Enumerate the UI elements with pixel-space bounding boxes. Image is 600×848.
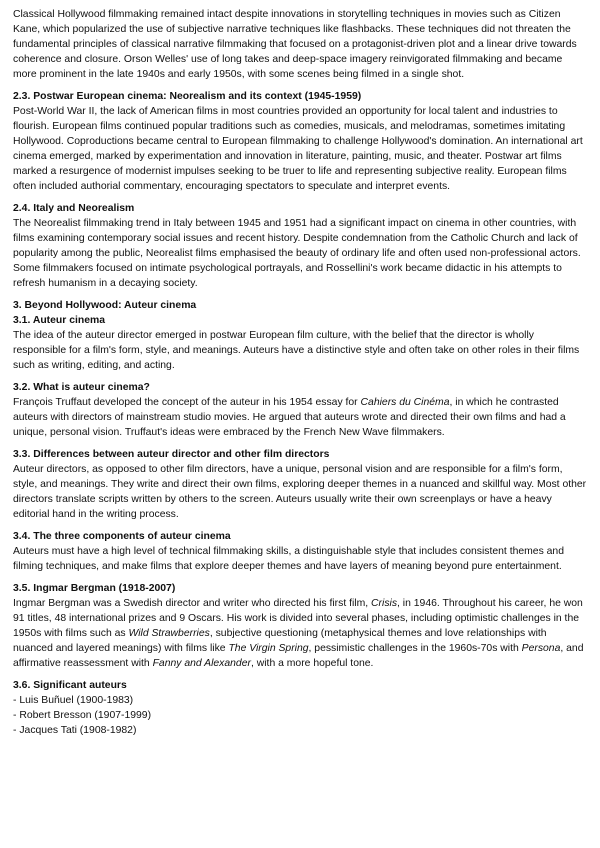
film-title: The Virgin Spring bbox=[228, 643, 309, 654]
section-3-6 bbox=[13, 678, 588, 738]
section-heading: 3.2. What is auteur cinema? bbox=[13, 382, 150, 393]
journal-title: Cahiers du Cinéma bbox=[360, 397, 450, 408]
section-heading: 2.4. Italy and Neorealism bbox=[13, 203, 135, 214]
auteur-list bbox=[13, 693, 588, 738]
section-heading: 3.5. Ingmar Bergman (1918-2007) bbox=[13, 583, 176, 594]
film-title: Crisis bbox=[371, 598, 398, 609]
section-heading: 3.3. Differences between auteur director and other film directors bbox=[13, 449, 330, 460]
intro-paragraph: Classical Hollywood filmmaking remained intact despite innovations in storytelling techniques in movies such as Citizen Kane, which popularized the use of subjective narrative techniques like flashbacks. These techniques did not threaten the fundamental principles of classical narrative filmmaking that focused on a protagonist-driven plot and a linear drive towards coherence and closure. Orson Welles' use of long takes and deep-space imagery reinvigorated filmmaking and became more prominent in the late 1940s and early 1950s, with some scenes being filmed in a single shot. bbox=[13, 9, 577, 80]
section-heading: 3.4. The three components of auteur cinema bbox=[13, 531, 231, 542]
list-item: - Jacques Tati (1908-1982) bbox=[13, 725, 137, 736]
section-heading: 3.1. Auteur cinema bbox=[13, 315, 106, 326]
film-title: Persona bbox=[521, 643, 561, 654]
body-text: , subjective questioning (metaphysical themes and love relationships with nuanced and layered meanings) with films like bbox=[13, 628, 547, 654]
section-3-4 bbox=[13, 529, 588, 574]
section-body: Auteur directors, as opposed to other film directors, have a unique, personal vision and are responsible for a film's form, style, and meanings. They write and direct their own films, exploring deeper themes in a nuanced and skillful way. Most other directors translate scripts written by others to the screen. Auteurs usually write their own screenplays or have a heavy editorial hand in the writing process. bbox=[13, 464, 587, 520]
body-text: , pessimistic challenges in the 1960s-70s with bbox=[308, 643, 522, 654]
section-3-2 bbox=[13, 380, 588, 440]
section-body bbox=[13, 596, 588, 671]
list-item: - Robert Bresson (1907-1999) bbox=[13, 710, 152, 721]
body-text: , and affirmative reassessment with bbox=[13, 643, 584, 669]
body-text: , with a more hopeful tone. bbox=[250, 658, 374, 669]
section-body bbox=[13, 395, 588, 440]
section-body: The Neorealist filmmaking trend in Italy between 1945 and 1951 had a significant impact on cinema in other countries, with films examining contemporary social issues and recent history. Despite condemnation from the Catholic Church and lack of popularity among the public, Neorealist films emphasised the beauty of ordinary life and often used non-professional actors. Some filmmakers focused on intimate psychological portrayals, and Rossellini's work became didactic in his attempts to refresh humanism in a decaying society. bbox=[13, 218, 581, 289]
section-body: Auteurs must have a high level of technical filmmaking skills, a distinguishable style that includes consistent themes and filming techniques, and make films that explore deeper themes and have layers of meaning beyond pure entertainment. bbox=[13, 546, 564, 572]
body-text: Ingmar Bergman was a Swedish director and writer who directed his first film, bbox=[13, 598, 372, 609]
section-2-3 bbox=[13, 89, 588, 194]
body-text: François Truffaut developed the concept of the auteur in his 1954 essay for bbox=[13, 397, 361, 408]
body-text: , in 1946. Throughout his career, he won 91 titles, 48 international prizes and 9 Oscars. His work is divided into several phases, including optimistic challenges in the 1950s with films such as bbox=[13, 598, 583, 639]
section-body: The idea of the auteur director emerged in postwar European film culture, with the belief that the director is wholly responsible for a film's form, style, and meanings. Auteurs have a distinctive style and often take on other roles in their films such as writing, editing, and acting. bbox=[13, 330, 580, 371]
film-title: Wild Strawberries bbox=[128, 628, 210, 639]
section-2-4 bbox=[13, 201, 588, 291]
section-3-5 bbox=[13, 581, 588, 671]
section-3 bbox=[13, 298, 588, 373]
film-title: Fanny and Alexander bbox=[152, 658, 251, 669]
chapter-heading: 3. Beyond Hollywood: Auteur cinema bbox=[13, 300, 197, 311]
section-3-3 bbox=[13, 447, 588, 522]
body-text: , in which he contrasted auteurs with directors of mainstream studio movies. He argued that auteurs wrote and directed their own films and had a unique, personal vision. Truffaut's ideas were embraced by the French New Wave filmmakers. bbox=[13, 397, 566, 438]
list-item: - Luis Buñuel (1900-1983) bbox=[13, 695, 134, 706]
section-heading: 2.3. Postwar European cinema: Neorealism and its context (1945-1959) bbox=[13, 91, 362, 102]
section-heading: 3.6. Significant auteurs bbox=[13, 680, 127, 691]
section-body: Post-World War II, the lack of American films in most countries provided an opportunity for local talent and industries to flourish. European films continued popular traditions such as comedies, musicals, and melodramas, sometimes imitating Hollywood. Coproductions became central to European filmmaking to challenge Hollywood's domination. An international art cinema emerged, marked by experimentation and innovation in literature, painting, music, and theater. Postwar art films marked a resurgence of modernist impulses seeking to be truer to life and representing subjective reality. European films often included authorial commentary, encouraging spectators to speculate and interpret events. bbox=[13, 106, 583, 192]
